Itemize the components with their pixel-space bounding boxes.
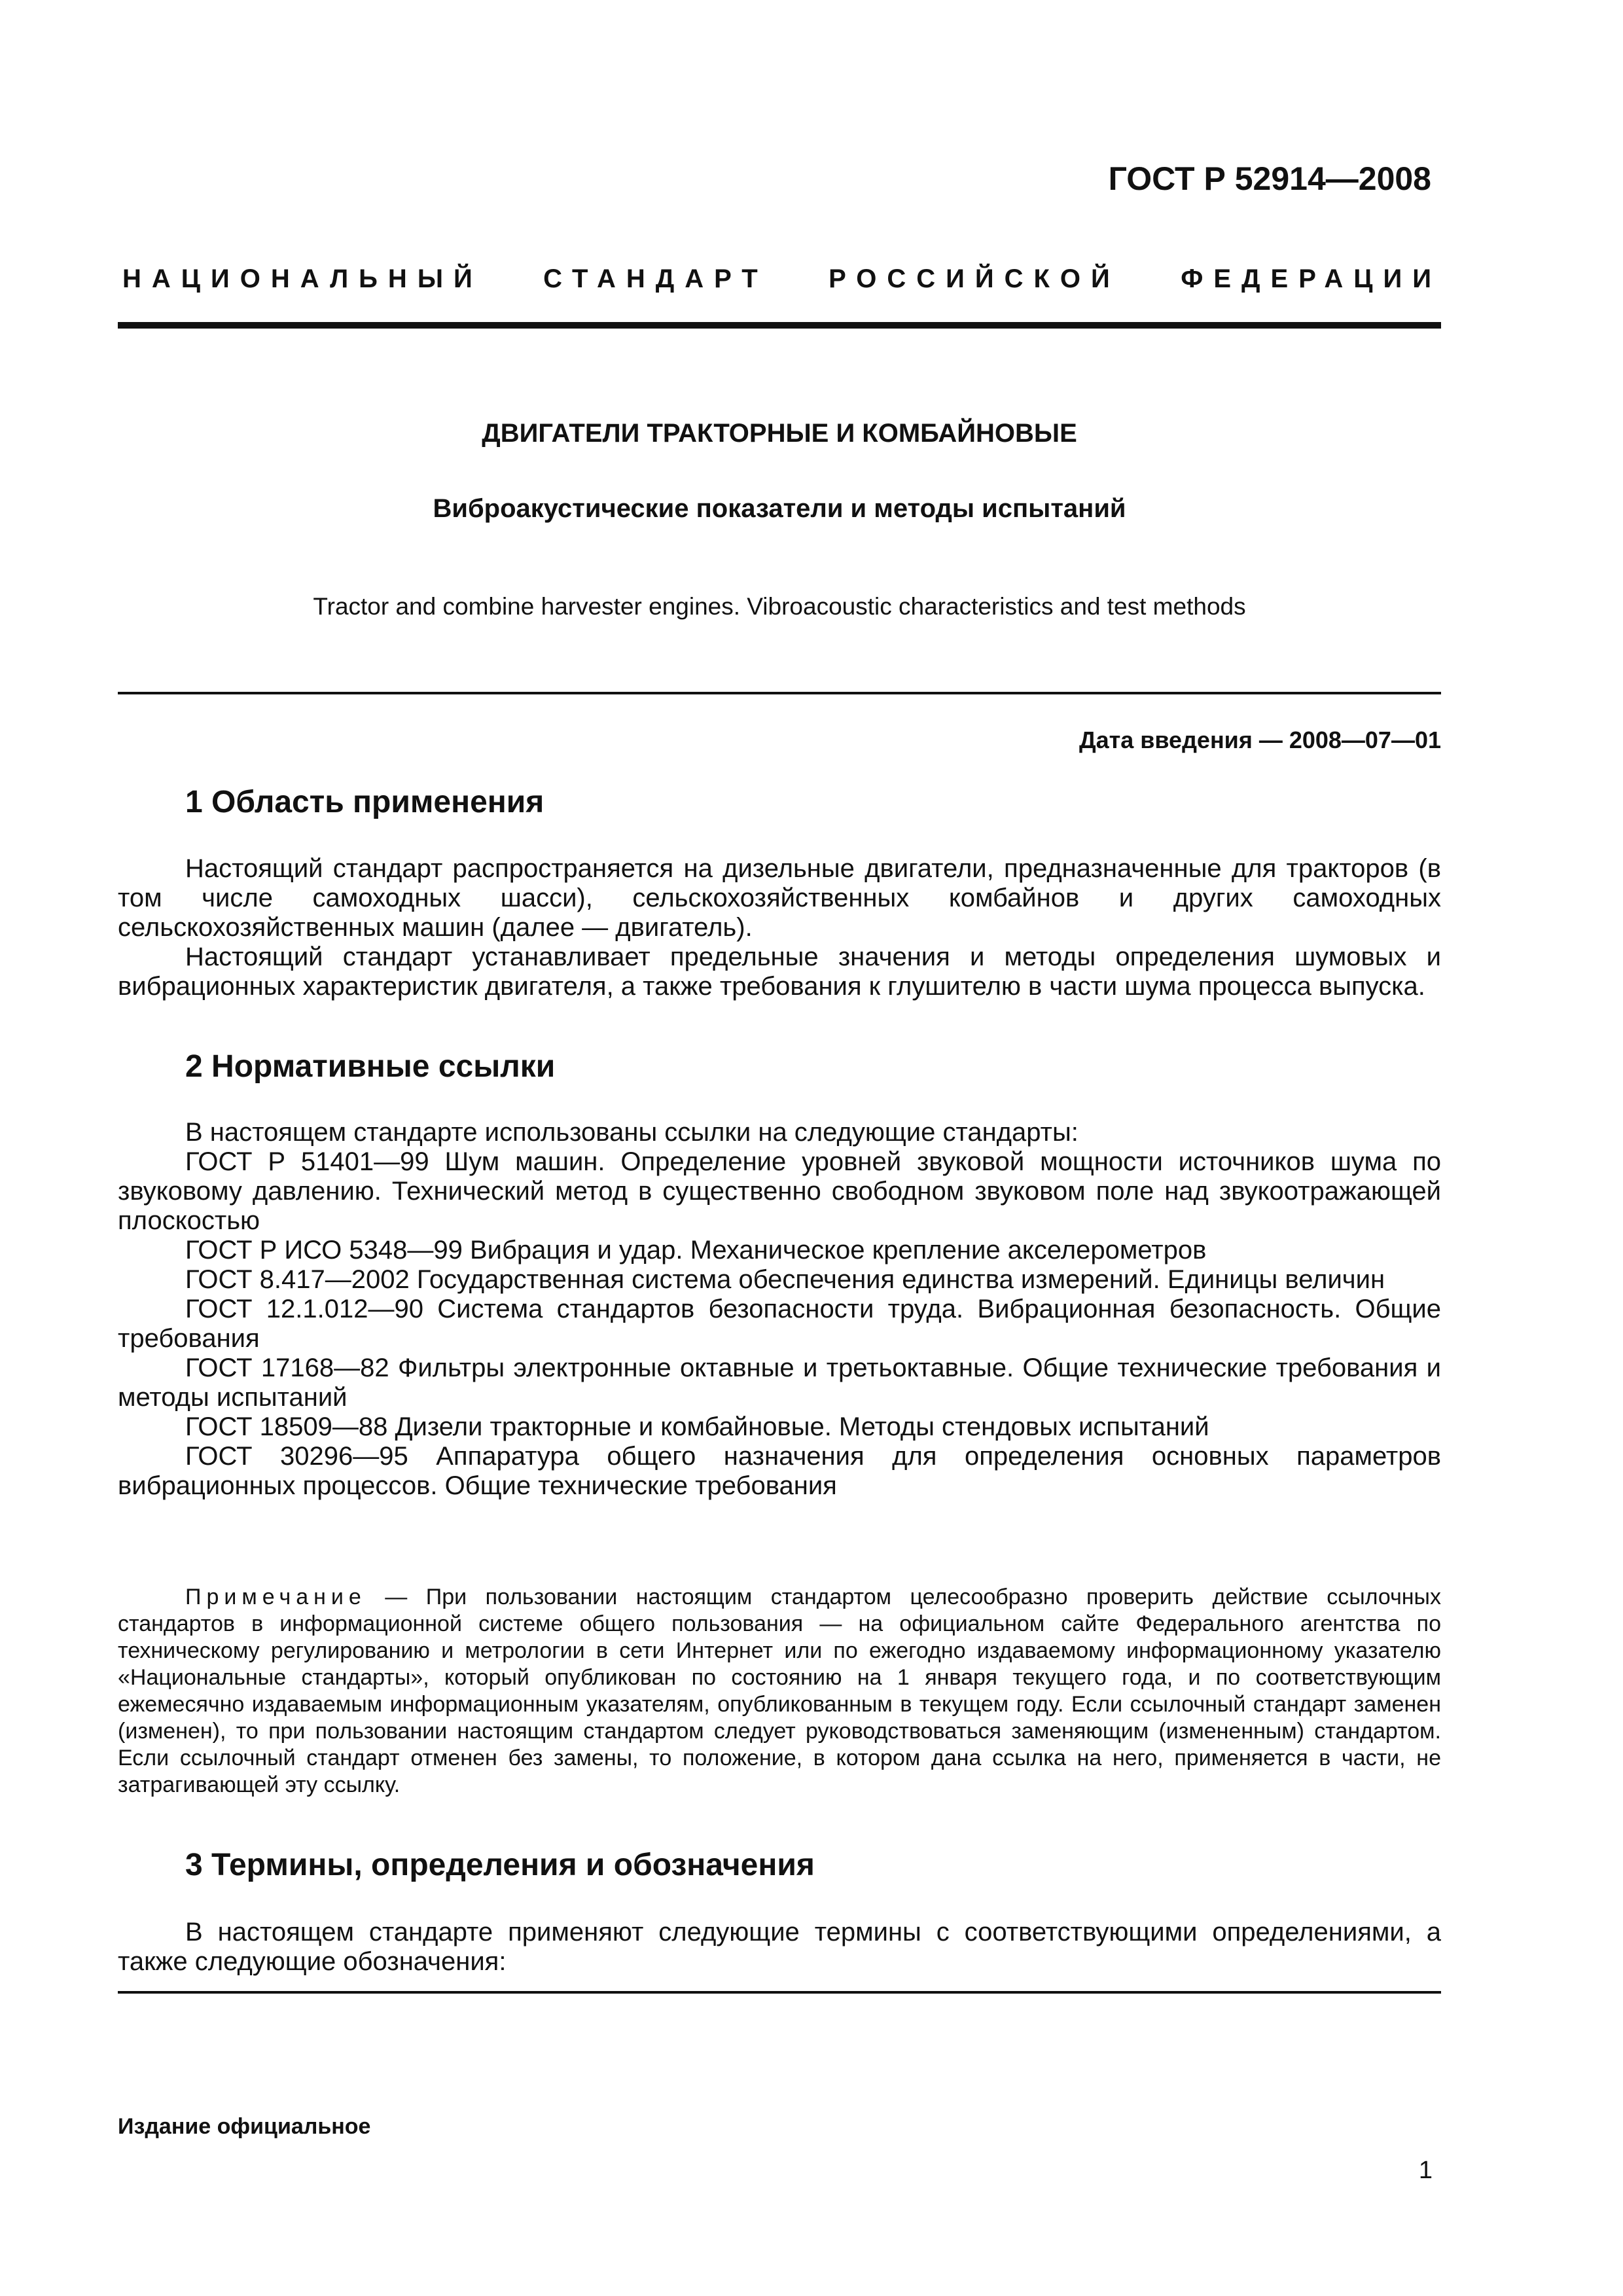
official-edition-label: Издание официальное (118, 2114, 371, 2139)
banner-word: НАЦИОНАЛЬНЫЙ (122, 264, 483, 293)
section-1-body (118, 854, 1441, 1001)
banner-word: РОССИЙСКОЙ (829, 264, 1120, 293)
section-3-heading: 3 Термины, определения и обозначения (185, 1848, 815, 1882)
reference-item: ГОСТ 12.1.012—90 Система стандартов безопасности труда. Вибрационная безопасность. Общие требования (118, 1295, 1441, 1353)
section-3-body (118, 1918, 1441, 1977)
paragraph: Настоящий стандарт устанавливает предельные значения и методы определения шумовых и вибрационных характеристик двигателя, а также требования к глушителю в части шума процесса выпуска. (118, 942, 1441, 1001)
header-rule (118, 322, 1441, 329)
paragraph: В настоящем стандарте использованы ссылки на следующие стандарты: (185, 1118, 1079, 1147)
introduction-date: Дата введения — 2008—07—01 (1079, 726, 1441, 753)
reference-item: ГОСТ 17168—82 Фильтры электронные октавные и третьоктавные. Общие технические требования и методы испытаний (118, 1354, 1441, 1412)
paragraph: В настоящем стандарте применяют следующие термины с соответствующими определениями, а также следующие обозначения: (118, 1918, 1441, 1976)
reference-item: ГОСТ 8.417—2002 Государственная система обеспечения единства измерений. Единицы величин (185, 1265, 1385, 1294)
footer-rule (118, 1991, 1441, 1994)
document-code: ГОСТ Р 52914—2008 (1108, 160, 1431, 197)
banner-word: СТАНДАРТ (543, 264, 768, 293)
reference-item: ГОСТ Р ИСО 5348—99 Вибрация и удар. Механическое крепление акселерометров (185, 1236, 1207, 1265)
document-subtitle: Виброакустические показатели и методы испытаний (433, 494, 1126, 523)
note-text: — При пользовании настоящим стандартом целесообразно проверить действие ссылочных стандартов в информационной системе общего пользования — на официальном сайте Федерального агентства по техническому регулированию и метрологии в сети Интернет или по ежегодно издаваемому информационному указателю «Национальные стандарты», который опубликован по состоянию на 1 января текущего года, и по соответствующим ежемесячно издаваемым информационным указателям, опубликованным в текущем году. Если ссылочный стандарт заменен (изменен), то при пользовании настоящим стандартом следует руководствоваться заменяющим (измененным) стандартом. Если ссылочный стандарт отменен без замены, то положение, в котором дана ссылка на него, применяется в части, не затрагивающей эту ссылку. (118, 1585, 1441, 1797)
reference-item: ГОСТ 18509—88 Дизели тракторные и комбайновые. Методы стендовых испытаний (185, 1412, 1209, 1441)
reference-item: ГОСТ Р 51401—99 Шум машин. Определение уровней звуковой мощности источников шума по звуковому давлению. Технический метод в существенно свободном звуковом поле над звукоотражающей плоскостью (118, 1147, 1441, 1235)
page-number: 1 (1418, 2157, 1433, 2184)
section-2-body (118, 1118, 1441, 1501)
title-rule (118, 692, 1441, 694)
section-1-heading: 1 Область применения (185, 785, 544, 819)
paragraph: Настоящий стандарт распространяется на дизельные двигатели, предназначенные для тракторов (в том числе самоходных шасси), сельскохозяйственных комбайнов и других самоходных сельскохозяйственных машин (далее — двигатель). (118, 854, 1441, 942)
section-2-heading: 2 Нормативные ссылки (185, 1049, 556, 1084)
banner-word: ФЕДЕРАЦИИ (1181, 264, 1442, 293)
document-title: ДВИГАТЕЛИ ТРАКТОРНЫЕ И КОМБАЙНОВЫЕ (482, 419, 1077, 448)
english-title: Tractor and combine harvester engines. Vibroacoustic characteristics and test methods (313, 593, 1246, 620)
note-label: Примечание (185, 1585, 366, 1609)
reference-item: ГОСТ 30296—95 Аппаратура общего назначения для определения основных параметров вибрационных процессов. Общие технические требования (118, 1442, 1441, 1500)
national-standard-banner (122, 264, 1442, 294)
note (118, 1584, 1441, 1799)
